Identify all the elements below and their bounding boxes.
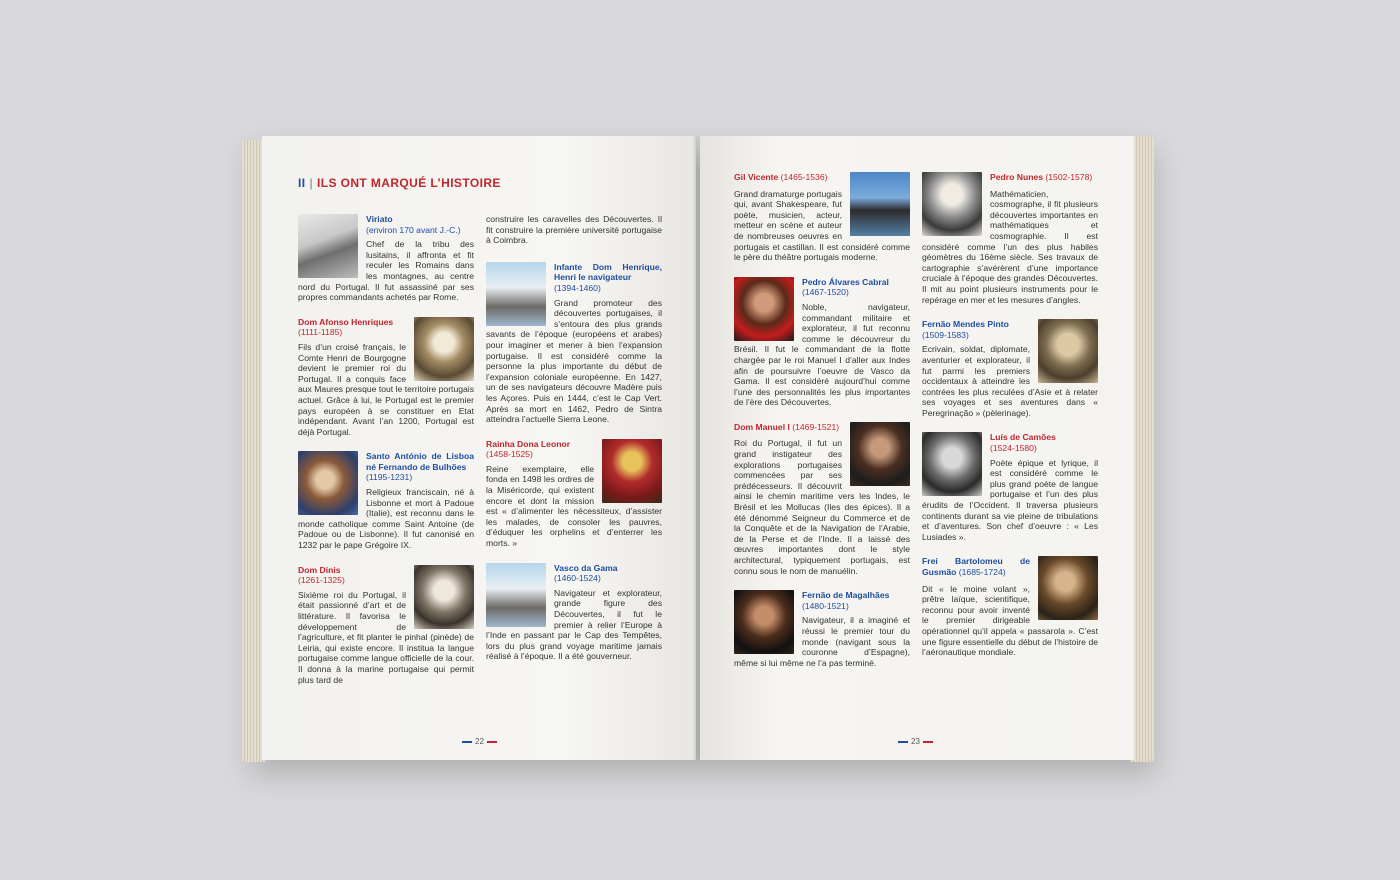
right-column-1 — [734, 172, 910, 682]
entry-fernao-de-magalhaes — [734, 590, 910, 668]
entry-pedro-alvares-cabral — [734, 277, 910, 408]
entry-dates: (1465-1536) — [780, 172, 828, 182]
left-column-1 — [298, 214, 474, 699]
section-heading — [298, 176, 501, 190]
page-number-left — [462, 737, 497, 746]
entry-fernao-mendes-pinto — [922, 319, 1098, 418]
entry-dates: (1480-1521) — [802, 600, 849, 611]
entry-text: Mathématicien, cosmographe, il fit plusieurs découvertes importantes en mathématiques et cosmographie. Il est considéré comme l’un des plus habiles géomètres du 16ème siècle. Ses travaux de cartographie s’avérèrent d’une importance cruciale à l’époque des grandes Découvertes. Il mit au point plusieurs instruments pour le repérage en mer et les mesures d’angles. — [922, 188, 1098, 305]
portrait-dom-manuel-i-image — [850, 422, 910, 486]
entry-name: Dom Dinis — [298, 564, 341, 575]
entry-santo-antonio — [298, 451, 474, 550]
entry-text: Religieux franciscain, né à Lisbonne et mort à Padoue (Italie), est reconnu dans le monde catholique comme Saint Antoine (de Padoue ou de Lisbonne). Il fut canonisé en 1232 par le pape Grégoire IX. — [298, 487, 474, 551]
entry-dates: (1111-1185) — [298, 327, 343, 338]
entry-dates: (1460-1524) — [554, 573, 601, 584]
folio-number: 22 — [475, 737, 484, 746]
entry-text: Reine exemplaire, elle fonda en 1498 les ordres de la Miséricorde, qui existent encore et dont la mission est « d’alimenter les nécessiteux, d’assister les malades, de consoler les pauvres, d’éduquer les orphelins et d’enterrer les morts. » — [486, 463, 662, 549]
section-title: ILS ONT MARQUÉ L’HISTOIRE — [317, 176, 501, 190]
section-separator: | — [309, 176, 313, 190]
entry-name: Pedro Álvares Cabral — [802, 276, 889, 287]
entry-text: Chef de la tribu des lusitains, il affronta et fit reculer les Romains dans les montagnes, au centre nord du Portugal. Il fut assassiné par ses propres commandants achetés par Rome. — [298, 239, 474, 303]
entry-dates: (1394-1460) — [554, 282, 601, 293]
entry-name-text: Dom Manuel I — [734, 421, 790, 432]
entry-dom-dinis — [298, 565, 474, 686]
entry-text: Roi du Portugal, il fut un grand instigateur des explorations portugaises commencées par ses prédécesseurs. Il découvrit ainsi le chemin maritime vers les Indes, le Brésil et les Mollucas (Iles des épices). Il a été dénommé Seigneur du Commerce et de la Conquête et de la Navigation de l’Arabie, de la Perse et de l’Inde. Il a laissé des œuvres importantes dont le style architectural, typiquement portugais, est connu sous le nom de manuélin. — [734, 438, 910, 576]
entry-text: Noble, navigateur, commandant militaire et explorateur, il fut reconnu comme le découvreur du Brésil. Il fut le commandant de la flotte chargée par le roi Manuel I d’aller aux Indes afin de poursuivre l’oeuvre de Vasco da Gama. Il est considéré aujourd’hui comme l’une des personnalités les plus importantes de l’ère des Découvertes. — [734, 301, 910, 408]
entry-text: Navigateur et explorateur, grande figure des Découvertes, il fut le premier à relier l’Europe à l’Inde en passant par le Cap des Tempêtes, lors du plus grand voyage maritime jamais réalisé à l’époque. Il a été gouverneur. — [486, 587, 662, 662]
portrait-dom-dinis-image — [414, 565, 474, 629]
entry-dona-leonor — [486, 439, 662, 549]
portrait-fernao-de-magalhaes-image — [734, 590, 794, 654]
entry-name-text: Frei Bartolomeu de Gusmão — [922, 556, 1030, 577]
entry-text: Dit « le moine volant », prêtre laïque, scientifique, reconnu pour avoir inventé le premier dirigeable opérationnel qu’il appela « passarola ». C’est une figure essentielle du début de l’histoire de l’aéronautique mondiale. — [922, 583, 1098, 658]
left-column-2 — [486, 214, 662, 676]
entry-dates: (1195-1231) — [366, 472, 413, 483]
entry-gil-vicente — [734, 172, 910, 263]
entry-dates: (1467-1520) — [802, 287, 849, 298]
portrait-vasco-da-gama-image — [486, 563, 546, 627]
portrait-viriato-image — [298, 214, 358, 278]
entry-text: Ecrivain, soldat, diplomate, aventurier et explorateur, il fut parmi les premiers occidentaux à atteindre les contrées les plus reculées d’Asie et à relater ses voyages et ses aventures dans « Peregrinação » (pèlerinage). — [922, 344, 1098, 418]
entry-luis-de-camoes — [922, 432, 1098, 542]
entry-text: Sixième roi du Portugal, il était passionné d’art et de littérature. Il favorisa le développement de l’agriculture, et fit planter le pinhal (pinède) de Leiria, qui existe encore. Il institua la langue portugaise comme langue officielle de la cour. Il donna à la marine portugaise qui permit plus tard de — [298, 589, 474, 685]
entry-name: Fernão de Magalhães — [802, 590, 890, 601]
entry-continuation: construire les caravelles des Découvertes. Il fit construire la première université portugaise à Coimbra. — [486, 214, 662, 246]
entry-name-text: Gil Vicente — [734, 172, 779, 182]
entry-text: Navigateur, il a imaginé et réussi le premier tour du monde (navigant sous la couronne d’Espagne), même si lui même ne l’a pas terminé. — [734, 615, 910, 668]
entry-name-text: Pedro Nunes — [990, 172, 1044, 182]
page-left — [262, 136, 696, 760]
entry-pedro-nunes — [922, 172, 1098, 305]
portrait-pedro-nunes-image — [922, 172, 982, 236]
entry-dates: (1509-1583) — [922, 329, 969, 340]
portrait-pedro-alvares-cabral-image — [734, 277, 794, 341]
portrait-dona-leonor-image — [602, 439, 662, 503]
entry-dates: (1502-1578) — [1045, 172, 1093, 182]
folio-number: 23 — [911, 737, 920, 746]
page-right — [700, 136, 1134, 760]
entry-dom-manuel-i — [734, 422, 910, 576]
entry-name: Infante Dom Henrique, Henri le navigateur — [554, 261, 662, 283]
entry-bartolomeu-de-gusmao — [922, 556, 1098, 657]
entry-name: Rainha Dona Leonor — [486, 438, 571, 449]
entry-name: Viriato — [366, 214, 393, 224]
portrait-afonso-henriques-image — [414, 317, 474, 381]
entry-text: Grand dramaturge portugais qui, avant Shakespeare, fut poète, musicien, acteur, metteur en scène et auteur de nombreuses oeuvres en portugais et castillan. Il est considéré comme le père du théâtre portugais moderne. — [734, 188, 910, 263]
entry-infante-dom-henrique — [486, 262, 662, 425]
entry-dates: (1685-1724) — [958, 567, 1006, 577]
entry-dates: (1469-1521) — [792, 421, 840, 432]
entry-afonso-henriques — [298, 317, 474, 438]
entry-vasco-da-gama — [486, 563, 662, 662]
entry-name: Fernão Mendes Pinto — [922, 319, 1009, 330]
entry-dates: (1524-1580) — [990, 443, 1037, 454]
entry-name: Dom Afonso Henriques — [298, 316, 394, 327]
entry-dates: (environ 170 avant J.-C.) — [366, 224, 461, 235]
entry-name: Santo António de Lisboa né Fernando de Bulhões — [366, 451, 474, 472]
portrait-fernao-mendes-pinto-image — [1038, 319, 1098, 383]
entry-dates: (1458-1525) — [486, 449, 533, 460]
portrait-santo-antonio-image — [298, 451, 358, 515]
page-number-right — [898, 737, 933, 746]
entry-name: Luís de Camões — [990, 432, 1056, 443]
entry-dates: (1261-1325) — [298, 575, 345, 586]
portrait-infante-dom-henrique-image — [486, 262, 546, 326]
entry-text: Fils d’un croisé français, le Comte Henri de Bourgogne devient le premier roi du Portugal. Il a conquis face aux Maures presque tout le territoire portugais actuel. Grâce à lui, le Portugal est le premier pays européen à se constituer en Etat indépendant. Avant l’an 1200, Portugal est déjà Portugal. — [298, 341, 474, 437]
entry-text: Poète épique et lyrique, il est considéré comme le plus grand poète de langue portugaise et l’un des plus érudits de l’Occident. Il traversa plusieurs continents durant sa vie pleine de tribulations et d’aventures. Son chef d’oeuvre : « Les Lusiades ». — [922, 457, 1098, 542]
portrait-luis-de-camoes-image — [922, 432, 982, 496]
portrait-bartolomeu-de-gusmao-image — [1038, 556, 1098, 620]
entry-text: Grand promoteur des découvertes portugaises, il s’entoura des plus grands savants de l’époque (européens et arabes) pour imaginer et mener à bien l’expansion portugaise. Il est considéré comme la personne la plus importante du début de l’expansion coloniale européenne. En 1427, un de ses navigateurs découvre Madère puis les Açores. Puis en 1444, c’est le Cap Vert. Après sa mort en 1462, Pedro de Sintra atteindra l’actuelle Sierra Leone. — [486, 297, 662, 425]
entry-viriato — [298, 214, 474, 303]
section-number: II — [298, 176, 306, 190]
entry-name: Vasco da Gama — [554, 562, 618, 573]
portrait-gil-vicente-image — [850, 172, 910, 236]
right-column-2 — [922, 172, 1098, 672]
